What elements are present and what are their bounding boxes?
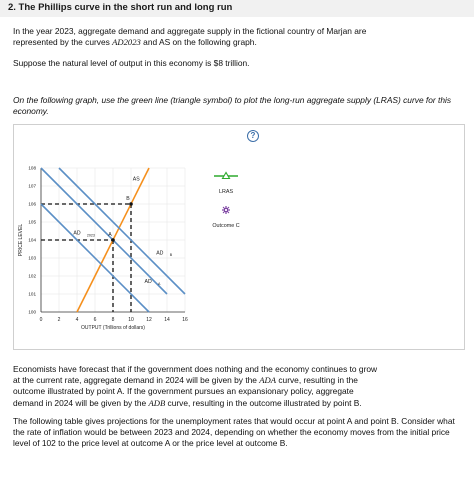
x-tick-label: 12 [146, 317, 152, 323]
x-tick-label: 4 [75, 317, 79, 323]
y-tick-label: 102 [28, 273, 36, 279]
intro-line-2: represented by the curves [13, 37, 110, 48]
x-tick-label: 0 [39, 317, 43, 323]
intro-line-1: In the year 2023, aggregate demand and aggregate supply in the fictional country of Marjan are [13, 26, 367, 36]
forecast-line-2: at the current rate, aggregate demand in 2024 will be given by the [13, 375, 257, 386]
lras-legend-label: LRAS [218, 189, 234, 195]
ada-curve-sub: A [158, 282, 161, 286]
forecast-line-3: outcome illustrated by point A. If the government pursues an expansionary policy, aggregate [13, 386, 354, 397]
adb-curve-sub: B [169, 253, 173, 258]
intro-line-2-end: and AS on the following graph. [143, 37, 257, 48]
instruction-text: On the following graph, use the green line (triangle symbol) to plot the long-run aggregate supply (LRAS) curve for this economy. [13, 95, 452, 117]
adb-label: ADB [148, 397, 166, 408]
help-icon[interactable]: ? [247, 130, 259, 142]
y-tick-label: 105 [28, 219, 36, 225]
y-tick-label: 104 [28, 237, 36, 243]
x-tick-label: 8 [111, 317, 115, 323]
ad2023-curve-label: AD [73, 230, 81, 237]
natural-output-text: Suppose the natural level of output in this economy is $8 trillion. [13, 58, 250, 68]
x-tick-label: 14 [164, 317, 170, 323]
ada-label: ADA [259, 375, 277, 386]
outcome-c-icon [224, 208, 227, 211]
y-tick-label: 101 [28, 291, 36, 297]
y-tick-label: 100 [28, 309, 36, 315]
forecast-line-1: Economists have forecast that if the government does nothing and the economy continues to grow [13, 364, 378, 374]
forecast-paragraph [13, 364, 465, 409]
ad2023-label: AD2023 [112, 37, 141, 48]
point-label-a: A [108, 232, 112, 238]
x-tick-label: 6 [93, 317, 97, 323]
forecast-line-2-end: curve, resulting in the [278, 375, 358, 386]
point-b [129, 202, 133, 206]
adb-curve-label: AD [156, 250, 164, 257]
x-tick-label: 2 [57, 317, 61, 323]
x-tick-label: 16 [182, 317, 188, 323]
y-tick-label: 106 [28, 201, 36, 207]
as-curve-label: AS [132, 176, 140, 183]
y-tick-label: 103 [28, 255, 36, 261]
curve-adb [41, 168, 167, 294]
projection-paragraph: The following table gives projections for the unemployment rates that would occur at point A and point B. Consider what the rate of inflation would be between 2023 and 2024, depending on whether the economy moves from the initial price level of 102 to the price level at outcome A or the price level at outcome B. [13, 416, 455, 449]
y-tick-label: 107 [28, 183, 36, 189]
ada-curve-label: AD [144, 279, 152, 286]
point-a [111, 238, 115, 242]
x-tick-label: 10 [128, 317, 134, 323]
x-axis-label: OUTPUT (Trillions of dollars) [81, 325, 145, 331]
outcome-c-legend-label: Outcome C [212, 223, 240, 229]
point-label-b: B [126, 196, 130, 202]
y-axis-label: PRICE LEVEL [18, 223, 24, 257]
forecast-line-4-end: curve, resulting in the outcome illustrated by point B. [167, 397, 362, 408]
y-tick-label: 108 [28, 165, 36, 171]
ad2023-curve-sub: 2023 [86, 233, 95, 238]
question-title: 2. The Phillips curve in the short run and long run [8, 2, 233, 13]
forecast-line-4: demand in 2024 will be given by the [13, 397, 147, 408]
